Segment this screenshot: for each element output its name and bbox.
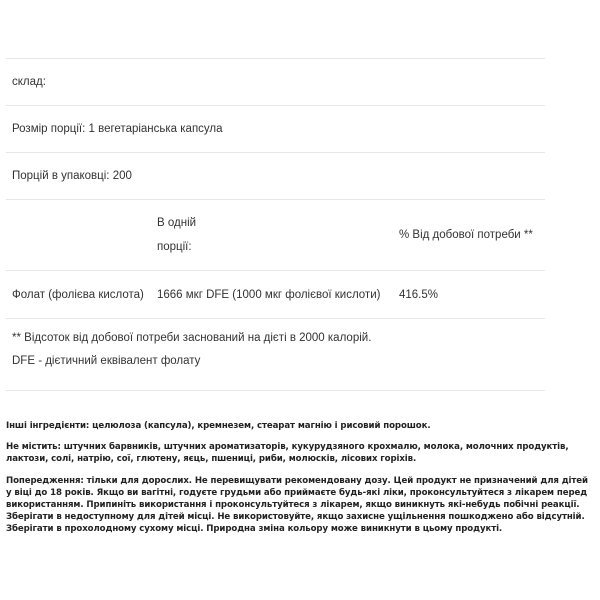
table-header-row (6, 200, 545, 270)
serving-size: Розмір порції: 1 вегетаріанська капсула (12, 123, 223, 135)
footnote-daily-value: ** Відсоток від добової потреби заснований на дієті в 2000 калорій. (12, 332, 372, 344)
composition-row (6, 59, 545, 105)
header-per-serving-line2: порції: (157, 241, 192, 253)
composition-label: склад: (12, 76, 46, 88)
header-daily-value: % Від добової потреби ** (399, 229, 533, 241)
divider (6, 390, 545, 391)
servings-per-container-row (6, 153, 545, 199)
header-per-serving (157, 211, 399, 259)
warnings: Попередження: тільки для дорослих. Не перевищувати рекомендовану дозу. Цей продукт не призначений для дітей у віці до 18 років. Якщо ви вагітні, годуєте грудьми або приймаєте будь-які ліки, проконсультуйтеся з лікарем перед використанням. Припиніть використання і проконсультуйтеся з лікарем, якщо виникнуть які-небудь побічні реакції. Зберігати в недоступному для дітей місці. Не використовуйте, якщо захисне ущільнення пошкоджено або відсутній. Зберігати в прохолодному сухому місці. Природна зміна кольору може виникнути в цьому продукті. (6, 475, 588, 535)
nutrient-daily-value: 416.5% (399, 288, 439, 301)
header-per-serving-line1: В одній (157, 217, 197, 229)
serving-size-row (6, 106, 545, 152)
table-row (6, 271, 545, 318)
nutrient-name: Фолат (фолієва кислота) (12, 288, 144, 301)
nutrient-amount: 1666 мкг DFE (1000 мкг фолієвої кислоти) (157, 288, 381, 301)
product-info (6, 420, 596, 545)
footnotes (6, 319, 545, 390)
servings-per-container: Порцій в упаковці: 200 (12, 170, 132, 182)
other-ingredients: Інші інгредієнти: целюлоза (капсула), кремнезем, стеарат магнію і рисовий порошок. (6, 421, 431, 431)
footnote-dfe: DFE - дієтичний еквівалент фолату (12, 355, 201, 367)
does-not-contain: Не містить: штучних барвників, штучних ароматизаторів, кукурудзяного крохмалю, молока, молочних продуктів, лактози, солі, натрію, сої, глютену, яєць, пшениці, риби, молюсків, лісових горіхів. (6, 442, 569, 465)
supplement-facts-table (6, 58, 545, 391)
